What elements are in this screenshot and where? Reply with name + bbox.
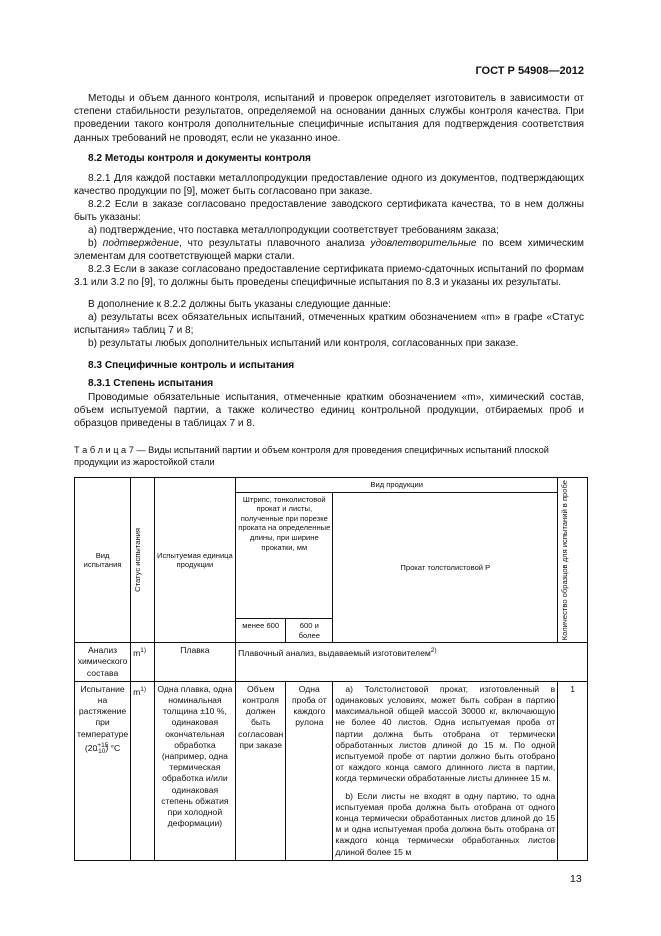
intro-paragraph: Методы и объем данного контроля, испытаний и проверок определяет изготовитель в зависимости от степени стабильности результатов, определяемой на основании данных службы контроля качества. При проведении такого контроля дополнительные специфичные испытания для подтверждения соответствия данных требований не проводят, если не указанно иное.: [74, 93, 584, 144]
item-b-em2: удовлетворительные: [370, 238, 477, 249]
row2-ge600: Одна проба от каждого рулона: [286, 681, 333, 860]
item-b-post: по всем химическим элементам для соответствующей марки стали.: [74, 238, 584, 263]
head-plate: Прокат толстолистовой P: [333, 492, 558, 643]
row2-count: 1: [558, 681, 588, 860]
row2-type-text: Испытание на растяжение при температуре: [77, 683, 129, 739]
row2-unit: Одна плавка, одна номинальная толщина ±10 %, одинаковая окончательная обработка (например, одна термическая обработка и/или одинаковая степень обжатия при холодной деформации): [154, 681, 236, 860]
row1-text: [236, 643, 588, 682]
row2-plate-b: b) Если листы не входят в одну партию, то одна испытуемая проба должна быть отобрана от одного конца термически обработанных листов длиной до 15 м и одна испытуемая проба должна быть отобрана от каждого конца термически обработанных листов длиной более 15 м: [335, 790, 556, 857]
row1-text-sup: 2): [430, 647, 437, 655]
item-b-em1: подтверждение: [102, 238, 180, 249]
addition-item-b: b) результаты любых дополнительных испытаний или контроля, согласованных при заказе.: [88, 338, 519, 349]
head-strip: Штрипс, тонколистовой прокат и листы, полученные при порезке проката на определенные длины, при ширине прокатки, мм: [236, 492, 333, 618]
row2-temp: (20: [84, 742, 98, 753]
head-product: Вид продукции: [236, 478, 558, 493]
para-addition: В дополнение к 8.2.2 должны быть указаны следующие данные:: [88, 299, 391, 310]
row2-temp-unit: ) °C: [105, 742, 121, 753]
row2-temp-sub: −10: [94, 748, 106, 756]
para-8-2-2: 8.2.2 Если в заказе согласовано предоставление заводского сертификата качества, то в нем должны быть указаны:: [74, 199, 584, 224]
row2-temp-sup: +15: [97, 741, 109, 749]
para-8-3-1: Проводимые обязательные испытания, отмеченные кратким обозначением «m», химический состав, объем испытуемой партии, а также количество единиц контрольной продукции, отбираемых проб и образцов приведены в таблицах 7 и 8.: [74, 392, 584, 430]
item-b: [74, 237, 584, 263]
head-unit: Испытуемая единица продукции: [154, 478, 236, 643]
head-type: Вид испытания: [75, 478, 131, 643]
row2-plate: [333, 681, 558, 860]
table-caption: Т а б л и ц а 7 — Виды испытаний партии и объем контроля для проведения специфичных испытаний плоской продукции из жаростойкой стали: [74, 445, 549, 467]
para-8-2-1: 8.2.1 Для каждой поставки металлопродукции предоставление одного из документов, подтверждающих качество продукции по [9], может быть согласовано при заказе.: [74, 173, 584, 198]
row1-status-text: m: [133, 648, 141, 659]
head-ge600: 600 и более: [286, 619, 333, 643]
item-a: а) подтверждение, что поставка металлопродукции соответствует требованиям заказа;: [88, 225, 499, 236]
row1-text-main: Плавочный анализ, выдаваемый изготовителем: [238, 648, 431, 659]
row2-type: [75, 681, 131, 860]
row2-plate-a: a) Толстолистовой прокат, изготовленный в одинаковых условиях, может быть собран в партию максимальной общей массой 30000 кг, включающую не более 40 листов. Одна испытуемая проба от партии должна быть отобрана от термически обработанных листов длиной до 15 м. По одной испытуемой пробе от партии должно быть отобрано от каждого конца самого длинного листа в партии, когда термически обработанные листы длиннее 15 м.: [335, 683, 556, 784]
head-status-text: Статус испытания: [133, 528, 143, 593]
row2-status-text: m: [133, 686, 141, 697]
section-8-2-heading: 8.2 Методы контроля и документы контроля: [88, 153, 311, 164]
row2-lt600: Объем контроля должен быть согласован при заказе: [236, 681, 286, 860]
addition-item-a: а) результаты всех обязательных испытаний, отмеченных кратким обозначением «m» в графе «Статус испытания» таблиц 7 и 8;: [74, 312, 584, 337]
head-status: [131, 478, 155, 643]
row2-status-sup: 1): [140, 685, 147, 693]
head-lt600: менее 600: [236, 619, 286, 643]
para-8-2-3: 8.2.3 Если в заказе согласовано предоставление сертификата приемо-сдаточных испытаний по формам 3.1 или 3.2 по [9], то должны быть проведены специфичные испытания по 8.3 и указаны их результаты.: [74, 264, 584, 289]
row1-type: Анализ химического состава: [75, 643, 131, 682]
row1-unit: Плавка: [154, 643, 236, 682]
document-code: ГОСТ Р 54908—2012: [475, 65, 584, 77]
page-number: 13: [570, 873, 582, 885]
item-b-pre: b): [88, 238, 103, 249]
table-row: [75, 643, 588, 682]
table-row: [75, 681, 588, 860]
head-count: [558, 478, 588, 643]
section-8-3-1-heading: 8.3.1 Степень испытания: [88, 378, 214, 389]
row2-status: [131, 681, 155, 860]
item-b-mid: , что результаты плавочного анализа: [179, 238, 371, 249]
head-count-text: Количество образцов для испытаний в пробе: [560, 480, 570, 641]
row1-status-sup: 1): [140, 647, 147, 655]
row1-status: [131, 643, 155, 682]
table-7: [74, 477, 588, 861]
section-8-3-heading: 8.3 Специфичные контроль и испытания: [88, 360, 295, 371]
